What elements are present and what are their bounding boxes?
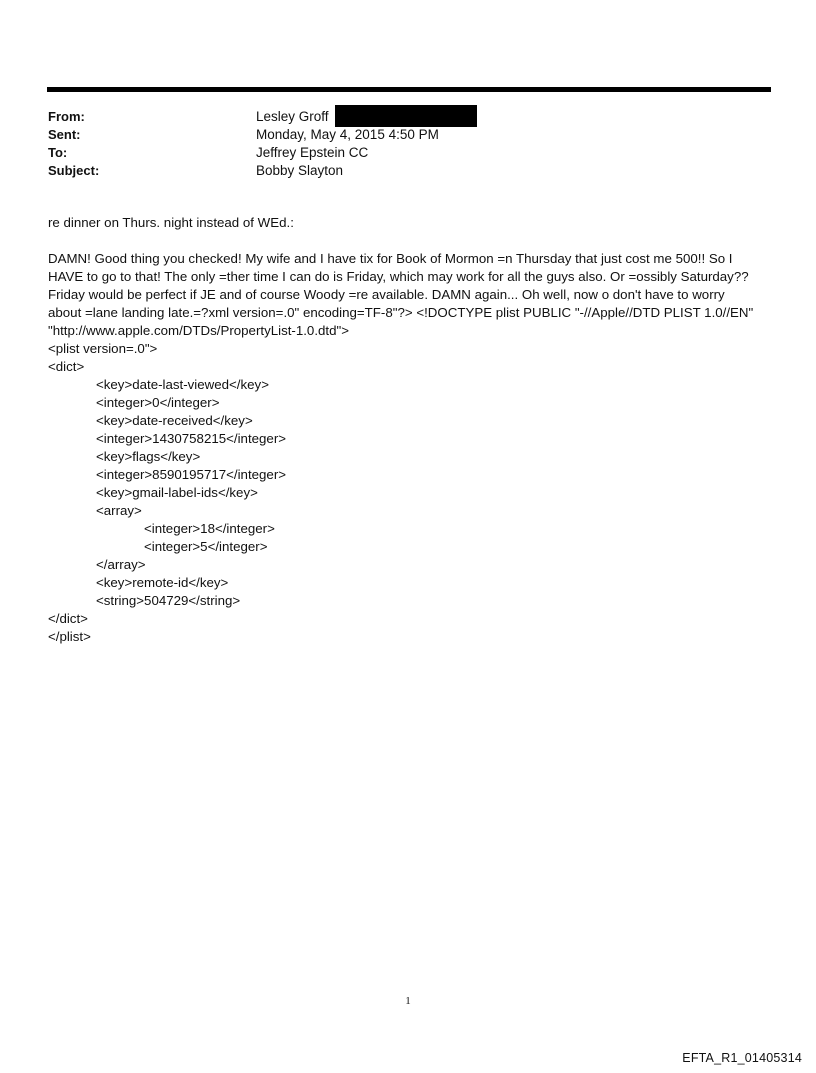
document-id: EFTA_R1_01405314 <box>682 1051 802 1065</box>
plist-line: <key>date-received</key> <box>96 413 253 428</box>
plist-line: <key>gmail-label-ids</key> <box>96 485 258 500</box>
plist-line: <dict> <box>48 359 85 374</box>
email-body <box>48 214 768 646</box>
sent-label: Sent: <box>48 126 81 142</box>
plist-line: <integer>8590195717</integer> <box>96 467 287 482</box>
from-value <box>256 105 477 127</box>
plist-line: <string>504729</string> <box>96 593 241 608</box>
plist-line: </dict> <box>48 611 88 626</box>
plist-line: <integer>18</integer> <box>144 521 275 536</box>
plist-line: <array> <box>96 503 142 518</box>
plist-line: </array> <box>96 557 146 572</box>
sent-value: Monday, May 4, 2015 4:50 PM <box>256 126 439 142</box>
email-header <box>48 107 748 179</box>
subject-row <box>48 161 748 179</box>
paragraph-line: DAMN! Good thing you checked! My wife and I have tix for Book of Mormon =n Thursday that just cost me 500!! So I <box>48 251 733 266</box>
to-label: To: <box>48 144 68 160</box>
plist-line: </plist> <box>48 629 91 644</box>
paragraph-line: HAVE to go to that! The only =ther time I can do is Friday, which may work for all the guys also. Or =ossibly Saturday?? <box>48 269 749 284</box>
plist-line: <plist version=.0"> <box>48 341 158 356</box>
to-row <box>48 143 748 161</box>
subject-value: Bobby Slayton <box>256 162 344 178</box>
paragraph-line: "http://www.apple.com/DTDs/PropertyList-1.0.dtd"> <box>48 323 349 338</box>
paragraph-gap <box>48 232 768 250</box>
subject-label: Subject: <box>48 162 100 178</box>
intro-line: re dinner on Thurs. night instead of WEd.: <box>48 215 294 230</box>
plist-line: <integer>1430758215</integer> <box>96 431 287 446</box>
paragraph-line: Friday would be perfect if JE and of course Woody =re available. DAMN again... Oh well, now o don't have to worry <box>48 287 725 302</box>
header-divider <box>47 87 771 92</box>
to-value: Jeffrey Epstein CC <box>256 144 369 160</box>
sent-row <box>48 125 748 143</box>
paragraph-line: about =lane landing late.=?xml version=.0" encoding=TF-8"?> <!DOCTYPE plist PUBLIC "-//Apple//DTD PLIST 1.0//EN" <box>48 305 754 320</box>
plist-line: <key>flags</key> <box>96 449 201 464</box>
redaction-box <box>335 105 477 127</box>
from-label: From: <box>48 108 85 124</box>
plist-block <box>48 340 768 646</box>
plist-line: <key>date-last-viewed</key> <box>96 377 269 392</box>
plist-line: <integer>0</integer> <box>96 395 220 410</box>
sender-name: Lesley Groff <box>256 108 329 124</box>
plist-line: <integer>5</integer> <box>144 539 268 554</box>
page-number: 1 <box>405 995 411 1007</box>
message-paragraph <box>48 250 768 340</box>
plist-line: <key>remote-id</key> <box>96 575 229 590</box>
from-row <box>48 107 748 125</box>
